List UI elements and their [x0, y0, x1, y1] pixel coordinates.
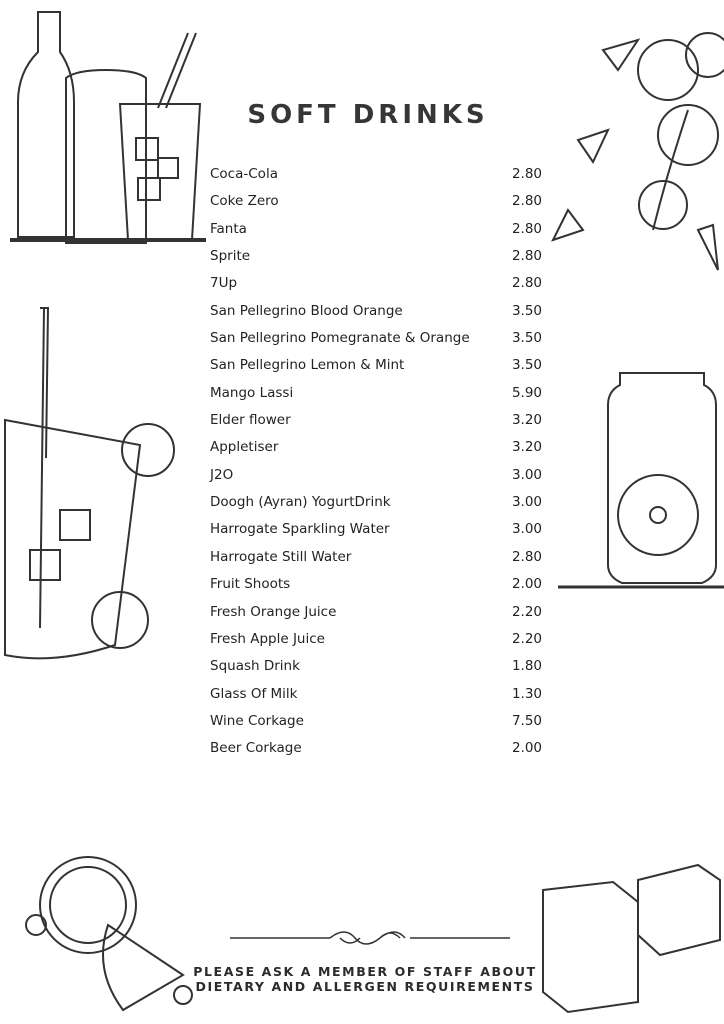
- item-name: J2O: [210, 466, 234, 483]
- item-name: Wine Corkage: [210, 712, 304, 729]
- item-name: Coke Zero: [210, 193, 279, 210]
- item-price: 3.20: [511, 412, 542, 429]
- item-price: 7.50: [511, 712, 542, 729]
- item-price: 2.20: [511, 603, 542, 620]
- item-price: 2.80: [511, 193, 542, 210]
- menu-item: [210, 685, 542, 712]
- menu-item: [210, 247, 542, 274]
- item-price: 3.00: [511, 494, 542, 511]
- can-illustration: [558, 365, 724, 595]
- item-price: 3.50: [511, 302, 542, 319]
- item-price: 3.50: [511, 357, 542, 374]
- item-name: Mango Lassi: [210, 384, 294, 401]
- ice-cubes-illustration: [538, 860, 724, 1020]
- item-name: Harrogate Sparkling Water: [210, 521, 390, 538]
- item-price: 3.20: [511, 439, 542, 456]
- menu-item: [210, 575, 542, 602]
- allergen-notice-line2: DIETARY AND ALLERGEN REQUIREMENTS: [195, 979, 535, 994]
- item-price: 2.80: [511, 248, 542, 265]
- item-name: Glass Of Milk: [210, 685, 298, 702]
- item-name: Coca-Cola: [210, 166, 278, 182]
- item-price: 2.80: [511, 548, 542, 565]
- menu-item: [210, 329, 542, 356]
- item-name: San Pellegrino Pomegranate & Orange: [210, 330, 470, 347]
- item-price: 2.20: [511, 630, 542, 647]
- item-price: 1.80: [511, 658, 542, 675]
- item-name: Beer Corkage: [210, 740, 302, 757]
- menu-item: [210, 466, 542, 493]
- page-title: SOFT DRINKS: [247, 100, 489, 130]
- item-name: Squash Drink: [210, 658, 300, 675]
- item-name: Harrogate Still Water: [210, 548, 352, 565]
- menu-item: [210, 220, 542, 247]
- item-price: 2.80: [511, 166, 542, 182]
- item-price: 2.80: [511, 220, 542, 237]
- menu-item: [210, 603, 542, 630]
- item-name: Fanta: [210, 220, 247, 237]
- drinks-list: [210, 165, 542, 767]
- menu-item: [210, 548, 542, 575]
- menu-item: [210, 630, 542, 657]
- item-price: 3.00: [511, 521, 542, 538]
- item-price: 2.00: [511, 576, 542, 593]
- bottles-illustration: [8, 8, 208, 248]
- item-price: 2.00: [511, 740, 542, 757]
- item-name: Fresh Apple Juice: [210, 630, 325, 647]
- menu-item: [210, 356, 542, 383]
- item-price: 3.00: [511, 466, 542, 483]
- menu-item: [210, 411, 542, 438]
- item-name: 7Up: [210, 275, 238, 292]
- item-price: 5.90: [511, 384, 542, 401]
- menu-item: [210, 520, 542, 547]
- item-name: San Pellegrino Blood Orange: [210, 302, 403, 319]
- item-name: Fresh Orange Juice: [210, 603, 337, 620]
- item-price: 1.30: [511, 685, 542, 702]
- lemonade-glass-illustration: [0, 300, 175, 665]
- menu-item: [210, 274, 542, 301]
- orange-slices-illustration: [8, 845, 193, 1015]
- menu-item: [210, 712, 542, 739]
- item-price: 3.50: [511, 330, 542, 347]
- menu-item: [210, 739, 542, 766]
- ornamental-divider: [220, 926, 520, 950]
- menu-item: [210, 657, 542, 684]
- menu-item: [210, 302, 542, 329]
- item-name: Sprite: [210, 248, 251, 265]
- menu-item: [210, 493, 542, 520]
- item-name: San Pellegrino Lemon & Mint: [210, 357, 405, 374]
- item-name: Elder flower: [210, 412, 291, 429]
- allergen-notice-line1: PLEASE ASK A MEMBER OF STAFF ABOUT: [193, 964, 537, 979]
- allergen-notice: [190, 964, 540, 994]
- menu-item: [210, 192, 542, 219]
- peach-branch-illustration: [548, 10, 724, 280]
- menu-item: [210, 384, 542, 411]
- item-price: 2.80: [511, 275, 542, 292]
- item-name: Doogh (Ayran) YogurtDrink: [210, 494, 391, 511]
- item-name: Appletiser: [210, 439, 279, 456]
- menu-item: [210, 438, 542, 465]
- menu-item: [210, 165, 542, 192]
- item-name: Fruit Shoots: [210, 576, 291, 593]
